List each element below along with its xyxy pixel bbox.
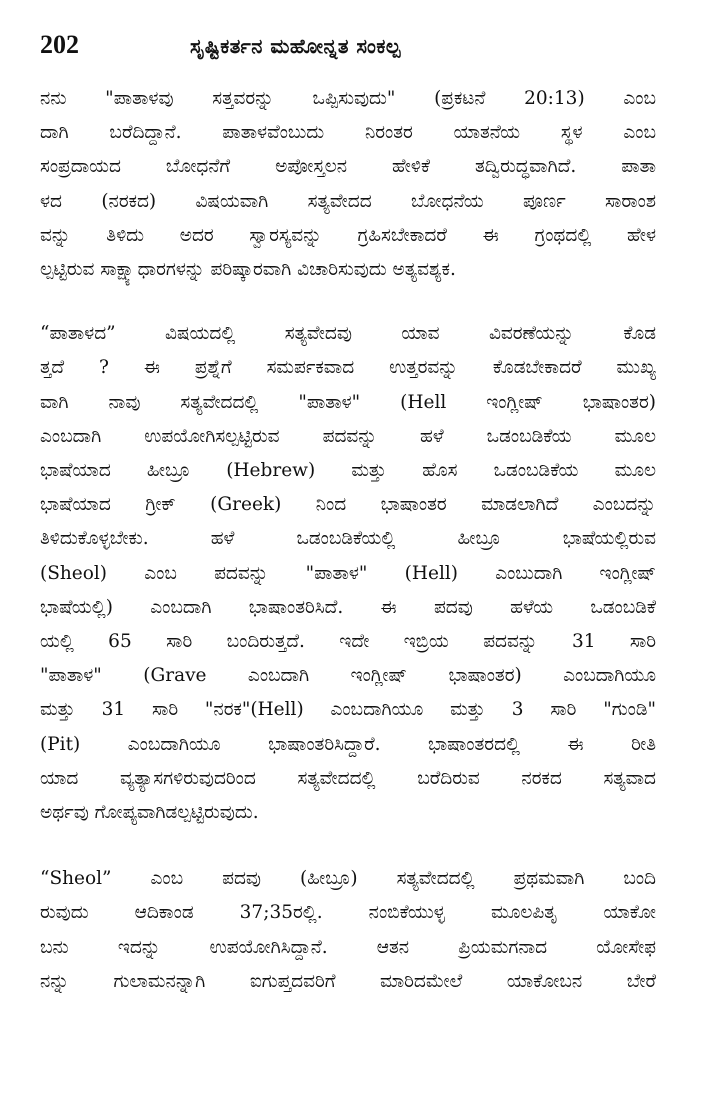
text-line: ನನು "ಪಾತಾಳವು ಸತ್ತವರನ್ನು ಒಪ್ಪಿಸುವುದು" (ಪ್ರಕಟನೆ 20:13) ಎಂಬ (40, 88, 656, 109)
text-line: ಬನು ಇದನ್ನು ಉಪಯೋಗಿಸಿದ್ದಾನೆ. ಆತನ ಪ್ರಿಯಮಗನಾದ ಯೋಸೇಫ (40, 936, 656, 958)
paragraph-1 (40, 82, 656, 287)
text-line: ಯಲ್ಲಿ 65 ಸಾರಿ ಬಂದಿರುತ್ತದೆ. ಇದೇ ಇಬ್ರಿಯ ಪದವನ್ನು 31 ಸಾರಿ (40, 631, 656, 653)
text-line: “Sheol” ಎಂಬ ಪದವು (ಹೀಬ್ರೂ) ಸತ್ಯವೇದದಲ್ಲಿ ಪ್ರಥಮವಾಗಿ ಬಂದಿ (40, 868, 656, 890)
text-line: (Pit) ಎಂಬದಾಗಿಯೂ ಭಾಷಾಂತರಿಸಿದ್ದಾರೆ. ಭಾಷಾಂತರದಲ್ಲಿ ಈ ರೀತಿ (40, 733, 656, 755)
text-line: ಭಾಷೆಯಲ್ಲಿ) ಎಂಬದಾಗಿ ಭಾಷಾಂತರಿಸಿದೆ. ಈ ಪದವು ಹಳೆಯ ಒಡಂಬಡಿಕೆ (40, 596, 656, 618)
text-line: ಎಂಬದಾಗಿ ಉಪಯೋಗಿಸಲ್ಪಟ್ಟಿರುವ ಪದವನ್ನು ಹಳೆ ಒಡಂಬಡಿಕೆಯ ಮೂಲ (40, 425, 656, 447)
text-line: ಯಾದ ವ್ಯತ್ಯಾಸಗಳಿರುವುದರಿಂದ ಸತ್ಯವೇದದಲ್ಲಿ ಬರೆದಿರುವ ನರಕದ ಸತ್ಯವಾದ (40, 767, 656, 789)
page-header (40, 30, 656, 80)
paragraph-3 (40, 862, 656, 999)
running-title: ಸೃಷ್ಟಿಕರ್ತನ ಮಹೋನ್ನತ ಸಂಕಲ್ಪ (190, 34, 401, 58)
text-line: (Sheol) ಎಂಬ ಪದವನ್ನು "ಪಾತಾಳ" (Hell) ಎಂಬುದಾಗಿ ಇಂಗ್ಲೀಷ್ (40, 562, 656, 584)
text-line: ಅರ್ಥವು ಗೋಪ್ಯವಾಗಿಡಲ್ಪಟ್ಟಿರುವುದು. (40, 802, 259, 824)
paragraph-2 (40, 317, 656, 830)
text-line: ಭಾಷೆಯಾದ ಹೀಬ್ರೂ (Hebrew) ಮತ್ತು ಹೊಸ ಒಡಂಬಡಿಕೆಯ ಮೂಲ (40, 460, 656, 482)
text-line: ಭಾಷೆಯಾದ ಗ್ರೀಕ್ (Greek) ನಿಂದ ಭಾಷಾಂತರ ಮಾಡಲಾಗಿದೆ ಎಂಬದನ್ನು (40, 494, 656, 516)
text-line: “ಪಾತಾಳದ” ವಿಷಯದಲ್ಲಿ ಸತ್ಯವೇದವು ಯಾವ ವಿವರಣೆಯನ್ನು ಕೊಡ (40, 323, 656, 345)
text-line: ಲ್ಪಟ್ಟಿರುವ ಸಾಕ್ಷ್ಯಾಧಾರಗಳನ್ನು ಪರಿಷ್ಕಾರವಾಗಿ ವಿಚಾರಿಸುವುದು ಅತ್ಯವಶ್ಯಕ. (40, 259, 456, 281)
text-line: ಳದ (ನರಕದ) ವಿಷಯವಾಗಿ ಸತ್ಯವೇದದ ಬೋಧನೆಯ ಪೂರ್ಣ ಸಾರಾಂಶ (40, 190, 656, 212)
text-line: ರುವುದು ಆದಿಕಾಂಡ 37;35ರಲ್ಲಿ. ನಂಬಿಕೆಯುಳ್ಳ ಮೂಲಪಿತೃ ಯಾಕೋ (40, 902, 656, 924)
text-line: ವನ್ನು ತಿಳಿದು ಅದರ ಸ್ವಾರಸ್ಯವನ್ನು ಗ್ರಹಿಸಬೇಕಾದರೆ ಈ ಗ್ರಂಥದಲ್ಲಿ ಹೇಳ (40, 224, 656, 246)
text-line: "ಪಾತಾಳ" (Grave ಎಂಬದಾಗಿ ಇಂಗ್ಲೀಷ್ ಭಾಷಾಂತರ) ಎಂಬದಾಗಿಯೂ (40, 665, 656, 687)
text-line: ವಾಗಿ ನಾವು ಸತ್ಯವೇದದಲ್ಲಿ "ಪಾತಾಳ" (Hell ಇಂಗ್ಲೀಷ್ ಭಾಷಾಂತರ) (40, 391, 656, 413)
text-line: ಮತ್ತು 31 ಸಾರಿ "ನರಕ"(Hell) ಎಂಬದಾಗಿಯೂ ಮತ್ತು 3 ಸಾರಿ "ಗುಂಡಿ" (40, 699, 656, 721)
text-line: ನನ್ನು ಗುಲಾಮನನ್ನಾಗಿ ಐಗುಪ್ತದವರಿಗೆ ಮಾರಿದಮೇಲೆ ಯಾಕೋಬನ ಬೇರೆ (40, 970, 656, 992)
text-line: ದಾಗಿ ಬರೆದಿದ್ದಾನೆ. ಪಾತಾಳವೆಂಬುದು ನಿರಂತರ ಯಾತನೆಯ ಸ್ಥಳ ಎಂಬ (40, 122, 656, 144)
page-number: 202 (40, 30, 79, 59)
text-line: ತಿಳಿದುಕೊಳ್ಳಬೇಕು. ಹಳೆ ಒಡಂಬಡಿಕೆಯಲ್ಲಿ ಹೀಬ್ರೂ ಭಾಷೆಯಲ್ಲಿರುವ (40, 528, 656, 550)
text-line: ತ್ತದೆ ? ಈ ಪ್ರಶ್ನೆಗೆ ಸಮರ್ಪಕವಾದ ಉತ್ತರವನ್ನು ಕೊಡಬೇಕಾದರೆ ಮುಖ್ಯ (40, 357, 656, 379)
text-line: ಸಂಪ್ರದಾಯದ ಬೋಧನೆಗೆ ಅಪೋಸ್ತಲನ ಹೇಳಿಕೆ ತದ್ವಿರುದ್ಧವಾಗಿದೆ. ಪಾತಾ (40, 156, 656, 178)
